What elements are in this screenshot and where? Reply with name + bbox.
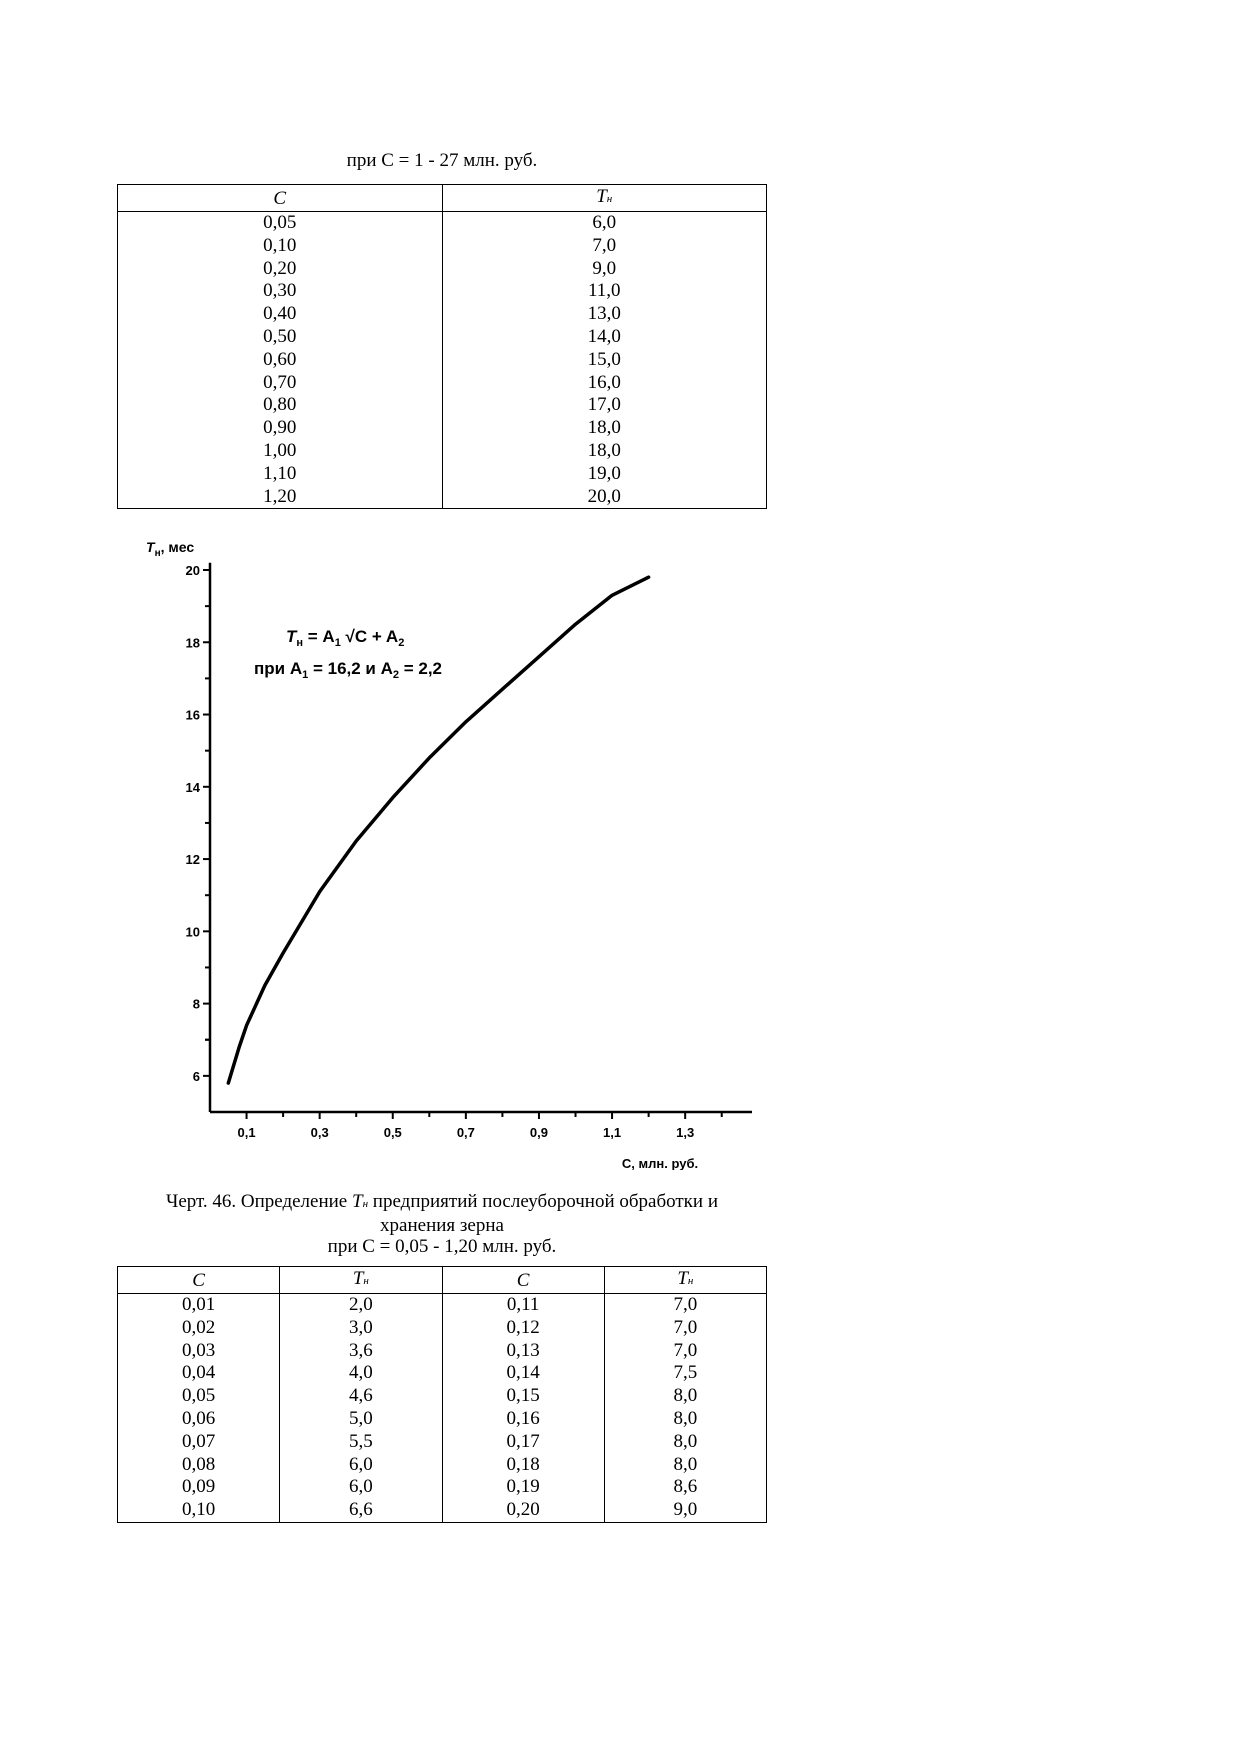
table-cell: 7,0	[604, 1317, 766, 1340]
table-cell: 0,10	[118, 1499, 280, 1522]
x-tick-label: 0,9	[529, 1125, 549, 1140]
x-tick-label: 0,7	[456, 1125, 475, 1140]
table-row	[118, 1476, 767, 1499]
table-cell: 0,19	[442, 1476, 604, 1499]
table-cell: 8,0	[604, 1408, 766, 1431]
series-line	[228, 577, 648, 1083]
table-cell: 0,40	[118, 303, 443, 326]
table-row	[118, 394, 767, 417]
col-header-tn: Tн	[442, 185, 767, 212]
table-cell: 0,80	[118, 394, 443, 417]
table-cell: 3,0	[280, 1317, 442, 1340]
table-cell: 0,90	[118, 417, 443, 440]
table-cell: 0,17	[442, 1431, 604, 1454]
y-tick-label: 20	[185, 563, 200, 578]
y-axis-label: $T_н$, мес	[146, 539, 195, 559]
table-cell: 0,08	[118, 1454, 280, 1477]
table-cell: 0,15	[442, 1385, 604, 1408]
table-row	[118, 258, 767, 281]
table-cell: 2,0	[280, 1294, 442, 1317]
table-cell: 0,07	[118, 1431, 280, 1454]
table-cell: 1,00	[118, 440, 443, 463]
table-cell: 0,04	[118, 1362, 280, 1385]
table-cell: 8,6	[604, 1476, 766, 1499]
chart-curve	[228, 577, 648, 1083]
table-cell: 15,0	[442, 349, 767, 372]
table-cell: 4,0	[280, 1362, 442, 1385]
chart-tn-vs-c	[130, 530, 770, 1170]
table-cell: 14,0	[442, 326, 767, 349]
table-cell: 0,10	[118, 235, 443, 258]
col-header-tn-1: Tн	[280, 1267, 442, 1294]
table-cell: 5,5	[280, 1431, 442, 1454]
table-row	[118, 1385, 767, 1408]
table-row	[118, 1317, 767, 1340]
table-cell: 5,0	[280, 1408, 442, 1431]
table-row	[118, 1362, 767, 1385]
formula-line-1: $T_н = A_1$ $√C + A_2$	[286, 627, 405, 649]
table-row	[118, 349, 767, 372]
table-cell: 0,05	[118, 1385, 280, 1408]
col-header-c: C	[118, 185, 443, 212]
table-cell: 6,6	[280, 1499, 442, 1522]
table-row	[118, 1499, 767, 1522]
table-row	[118, 417, 767, 440]
table-row	[118, 1408, 767, 1431]
table-cell: 1,20	[118, 486, 443, 509]
table-row	[118, 326, 767, 349]
col-header-c-2: C	[442, 1267, 604, 1294]
table-row	[118, 1454, 767, 1477]
y-tick-label: 6	[192, 1068, 200, 1084]
table-cell: 3,6	[280, 1340, 442, 1363]
table-cell: 8,0	[604, 1431, 766, 1454]
table-cell: 9,0	[604, 1499, 766, 1522]
x-tick-label: 0,3	[310, 1125, 329, 1140]
figure-caption-line-3: при C = 0,05 - 1,20 млн. руб.	[327, 1236, 557, 1257]
y-tick-label: 18	[185, 635, 200, 651]
table-row	[118, 1294, 767, 1317]
table-cell: 0,02	[118, 1317, 280, 1340]
table-row	[118, 440, 767, 463]
table-cell: 20,0	[442, 486, 767, 509]
table-cell: 16,0	[442, 372, 767, 395]
table-cell: 0,09	[118, 1476, 280, 1499]
table-tn-upper	[117, 184, 767, 509]
table-cell: 0,20	[442, 1499, 604, 1522]
figure-caption	[117, 1191, 767, 1257]
table-cell: 0,14	[442, 1362, 604, 1385]
y-tick-label: 14	[185, 779, 200, 795]
table-cell: 17,0	[442, 394, 767, 417]
table-cell: 0,11	[442, 1294, 604, 1317]
table-cell: 0,13	[442, 1340, 604, 1363]
table-row	[118, 486, 767, 509]
table-row	[118, 372, 767, 395]
table-cell: 18,0	[442, 417, 767, 440]
col-header-c-1: C	[118, 1267, 280, 1294]
top-caption: при C = 1 - 27 млн. руб.	[346, 150, 538, 171]
figure-caption-line-1: Черт. 46. Определение Tн предприятий послеуборочной обработки и	[165, 1191, 718, 1212]
table-row	[118, 1340, 767, 1363]
y-tick-label: 10	[185, 924, 200, 940]
table-cell: 0,18	[442, 1454, 604, 1477]
table-cell: 4,6	[280, 1385, 442, 1408]
table-cell: 6,0	[280, 1476, 442, 1499]
table-row	[118, 463, 767, 486]
figure-caption-line-2: хранения зерна	[380, 1215, 504, 1236]
table-cell: 7,0	[604, 1340, 766, 1363]
table-tn-lower	[117, 1266, 767, 1523]
table-cell: 0,16	[442, 1408, 604, 1431]
table-cell: 6,0	[442, 212, 767, 235]
table-cell: 0,50	[118, 326, 443, 349]
table-cell: 7,0	[604, 1294, 766, 1317]
table-cell: 0,05	[118, 212, 443, 235]
y-tick-label: 16	[185, 707, 200, 723]
table-cell: 0,01	[118, 1294, 280, 1317]
formula-line-2: при $A_1 = 16,2$ и $A_2 = 2,2$	[254, 659, 443, 681]
table-row	[118, 235, 767, 258]
table-cell: 1,10	[118, 463, 443, 486]
x-tick-label: 1,3	[676, 1125, 695, 1140]
table-cell: 8,0	[604, 1385, 766, 1408]
table-cell: 0,20	[118, 258, 443, 281]
table-cell: 11,0	[442, 280, 767, 303]
col-header-tn-2: Tн	[604, 1267, 766, 1294]
table-cell: 13,0	[442, 303, 767, 326]
table-cell: 7,5	[604, 1362, 766, 1385]
table-cell: 18,0	[442, 440, 767, 463]
table-cell: 8,0	[604, 1454, 766, 1477]
table-row	[118, 303, 767, 326]
table-cell: 0,60	[118, 349, 443, 372]
table-cell: 0,06	[118, 1408, 280, 1431]
table-cell: 0,03	[118, 1340, 280, 1363]
table-row	[118, 212, 767, 235]
table-cell: 0,30	[118, 280, 443, 303]
table-cell: 0,12	[442, 1317, 604, 1340]
x-tick-label: 0,5	[383, 1125, 402, 1140]
y-tick-label: 12	[185, 852, 200, 868]
table-cell: 0,70	[118, 372, 443, 395]
chart-ticks	[186, 563, 722, 1140]
table-cell: 19,0	[442, 463, 767, 486]
y-tick-label: 8	[192, 996, 200, 1012]
table-cell: 9,0	[442, 258, 767, 281]
x-tick-label: 0,1	[237, 1125, 256, 1140]
x-axis-label: C, млн. руб.	[621, 1156, 699, 1170]
table-row	[118, 280, 767, 303]
x-tick-label: 1,1	[603, 1125, 622, 1140]
table-cell: 6,0	[280, 1454, 442, 1477]
table-cell: 7,0	[442, 235, 767, 258]
table-row	[118, 1431, 767, 1454]
